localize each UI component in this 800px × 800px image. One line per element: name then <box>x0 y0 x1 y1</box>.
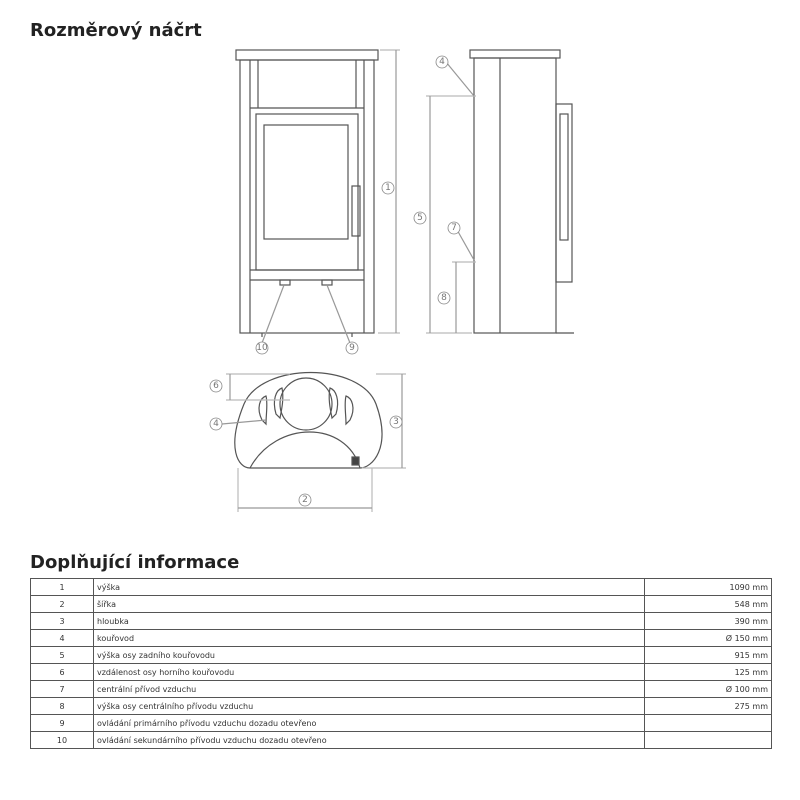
callout-10: 10 <box>256 343 268 353</box>
callout-2: 2 <box>302 495 308 505</box>
callout-9: 9 <box>349 343 355 353</box>
table-row: 4 kouřovod Ø 150 mm <box>31 630 772 647</box>
table-row: 6 vzdálenost osy horního kouřovodu 125 mm <box>31 664 772 681</box>
front-glass <box>264 125 348 239</box>
top-view-door-arc <box>250 432 360 468</box>
primary-air-control <box>280 280 290 285</box>
callout-4-top: 4 <box>213 419 219 429</box>
table-row: 8 výška osy centrálního přívodu vzduchu 275 mm <box>31 698 772 715</box>
table-row: 10 ovládání sekundárního přívodu vzduchu dozadu otevřeno <box>31 732 772 749</box>
table-row: 2 šířka 548 mm <box>31 596 772 613</box>
table-row: 7 centrální přívod vzduchu Ø 100 mm <box>31 681 772 698</box>
secondary-air-control <box>322 280 332 285</box>
callout-7: 7 <box>451 223 457 233</box>
table-row: 5 výška osy zadního kouřovodu 915 mm <box>31 647 772 664</box>
door-handle <box>352 186 360 236</box>
front-door <box>256 114 358 270</box>
side-rear-outlet <box>556 104 572 282</box>
front-body <box>240 60 374 333</box>
front-top-plate <box>236 50 378 60</box>
callout-8: 8 <box>441 293 447 303</box>
section-title-additional-info: Doplňující informace <box>30 552 240 573</box>
table-row: 1 výška 1090 mm <box>31 579 772 596</box>
callout-3: 3 <box>393 417 399 427</box>
side-top-plate <box>470 50 560 58</box>
specs-table <box>30 578 772 749</box>
callout-5: 5 <box>417 213 423 223</box>
side-body <box>474 58 556 333</box>
callout-6: 6 <box>213 381 219 391</box>
section-title-dimension-sketch: Rozměrový náčrt <box>30 20 202 41</box>
top-view-flue-circle <box>280 378 332 430</box>
callout-4: 4 <box>439 57 445 67</box>
callout-1: 1 <box>385 183 391 193</box>
table-row: 3 hloubka 390 mm <box>31 613 772 630</box>
table-row: 9 ovládání primárního přívodu vzduchu dozadu otevřeno <box>31 715 772 732</box>
